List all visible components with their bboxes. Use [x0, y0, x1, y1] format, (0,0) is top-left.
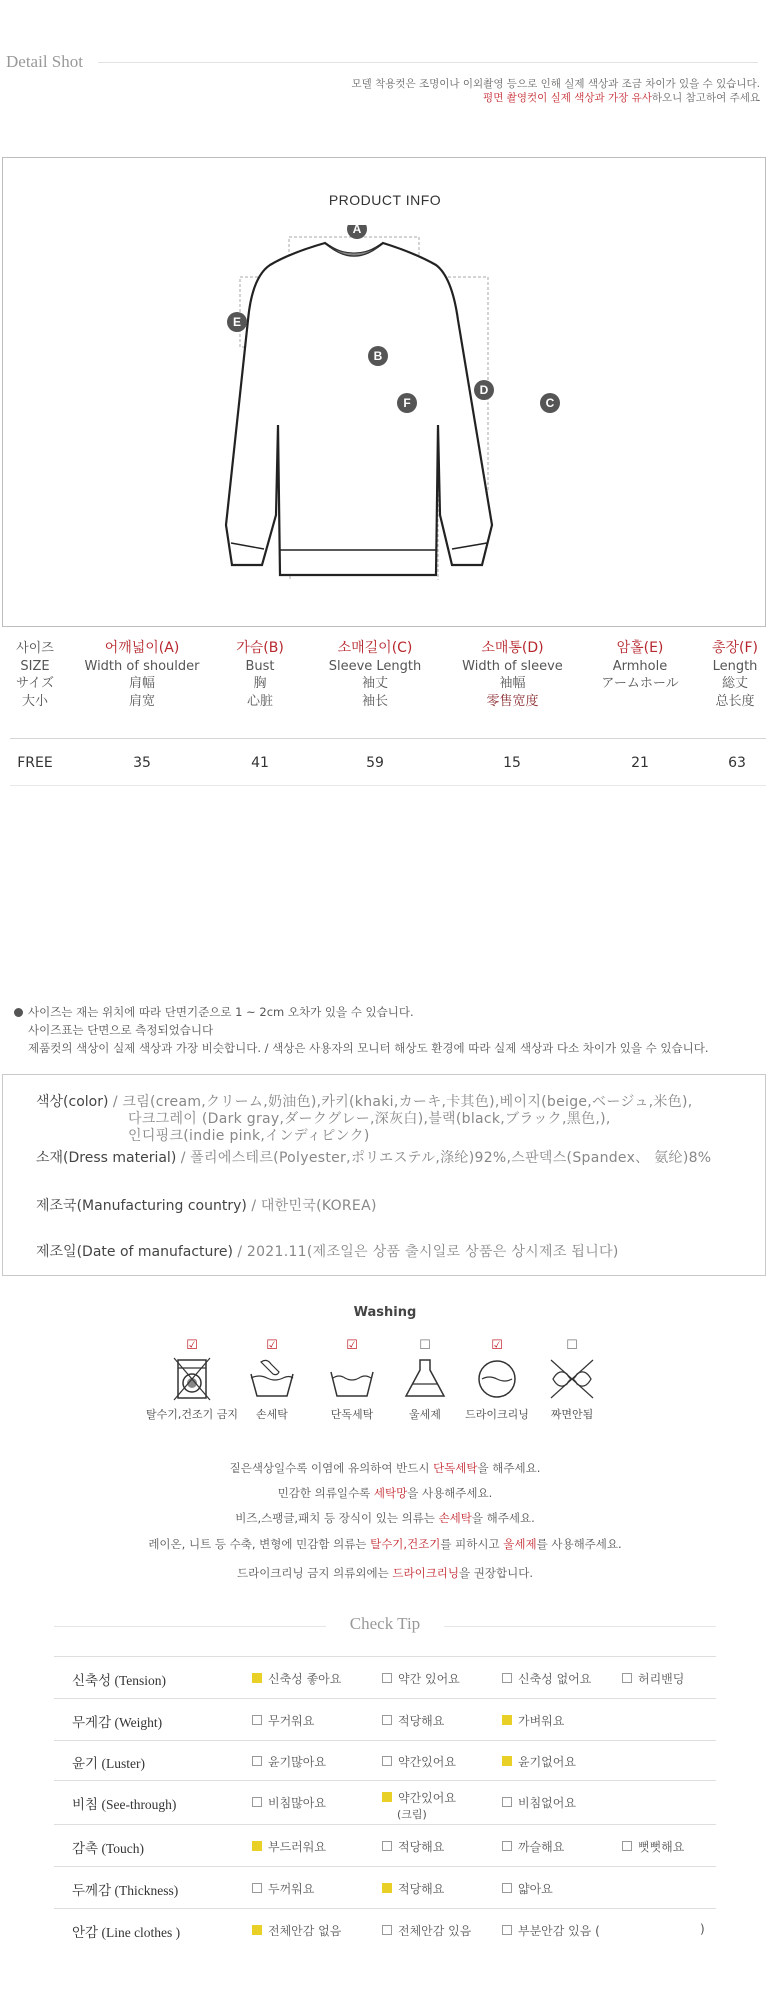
shoulder-column-header	[78, 640, 206, 710]
notice-rest: 하오니 참고하여 주세요	[651, 92, 760, 104]
material-key: 소재(Dress material)	[36, 1150, 177, 1166]
tip-option-close: )	[700, 1922, 705, 1936]
empty-square-icon	[382, 1756, 392, 1766]
checked-square-icon	[252, 1841, 262, 1851]
armhole-column-header	[590, 640, 690, 693]
tip-option: 적당해요	[382, 1880, 444, 1897]
tip-option: 적당해요	[382, 1712, 444, 1729]
empty-box-icon: ☐	[419, 1338, 431, 1353]
tip-row-luster	[54, 1740, 716, 1781]
size-table-divider	[10, 738, 766, 739]
tip-option: 뻣뻣해요	[622, 1838, 684, 1855]
length-en: Length	[712, 658, 758, 674]
length-column-header	[700, 640, 770, 710]
detail-shot-title: Detail Shot	[6, 52, 83, 71]
date-key: 제조일(Date of manufacture)	[36, 1244, 233, 1260]
sleeve-width-en: Width of sleeve	[462, 658, 563, 674]
empty-square-icon	[252, 1883, 262, 1893]
check-tip-line-right	[444, 1626, 716, 1627]
checked-square-icon	[502, 1756, 512, 1766]
size-cn: 大小	[21, 693, 48, 709]
sleeve-width-column-header	[450, 640, 575, 710]
color-key: 색상(color)	[36, 1094, 109, 1110]
tip-option: 전체안감 없음	[252, 1922, 341, 1939]
checked-square-icon	[502, 1715, 512, 1725]
tip-option: 허리밴딩	[622, 1670, 684, 1687]
size-column-header	[5, 640, 65, 710]
empty-square-icon	[502, 1797, 512, 1807]
color-value-1: 크림(cream,クリーム,奶油色),카키(khaki,カーキ,卡其色),베이지(beige,ベージュ,米色),	[122, 1094, 693, 1110]
tip-option: 얇아요	[502, 1880, 553, 1897]
tip-option: 가벼워요	[502, 1712, 564, 1729]
tip-key: 감촉 (Touch)	[72, 1841, 144, 1856]
tip-key: 두께감 (Thickness)	[72, 1883, 179, 1898]
sleeve-length-jp: 袖丈	[361, 676, 388, 691]
sleeve-length-en: Sleeve Length	[328, 658, 422, 674]
tip-option: 약간있어요	[382, 1753, 456, 1770]
marker-d-label: D	[479, 383, 489, 397]
shoulder-cn: 肩宽	[128, 693, 155, 709]
size-value-free: FREE	[17, 755, 53, 771]
tip-option: 전체안감 있음	[382, 1922, 471, 1939]
material-row: 소재(Dress material) / 폴리에스테르(Polyester,ポリエステル,涤纶)92%,스판덱스(Spandex、 氨纶)8%	[36, 1150, 712, 1166]
tip-option: 부분안감 있음 (	[502, 1922, 600, 1939]
tip-key: 무게감 (Weight)	[72, 1715, 163, 1730]
date-row: 제조일(Date of manufacture) / 2021.11(제조일은 상품 출시일로 상품은 상시제조 됩니다)	[36, 1244, 619, 1260]
tip-option: 부드러워요	[252, 1838, 326, 1855]
size-en: SIZE	[20, 658, 50, 674]
bust-en: Bust	[245, 658, 275, 674]
tip-row-thickness	[54, 1866, 716, 1909]
wash-label: 단독세탁	[330, 1408, 374, 1421]
tip-option: 무거워요	[252, 1712, 314, 1729]
checked-square-icon	[252, 1673, 262, 1683]
empty-square-icon	[502, 1883, 512, 1893]
empty-square-icon	[622, 1841, 632, 1851]
washing-title: Washing	[353, 1305, 417, 1320]
wash-label: 울세제	[409, 1408, 441, 1421]
tip-option: 비침없어요	[502, 1794, 576, 1811]
notice-flat-shot	[483, 90, 760, 105]
shoulder-ko: 어깨넓이(A)	[104, 640, 180, 656]
sleeve-width-value: 15	[503, 755, 521, 771]
length-jp: 総丈	[721, 676, 748, 691]
tip-row-lining	[54, 1908, 716, 1951]
tip-key: 비침 (See-through)	[72, 1797, 177, 1812]
armhole-ko: 암홀(E)	[616, 640, 664, 656]
shoulder-en: Width of shoulder	[84, 658, 200, 674]
tip-option: 약간있어요 (크림)	[382, 1789, 456, 1822]
title-divider	[98, 62, 758, 63]
empty-square-icon	[252, 1756, 262, 1766]
guide-line-5: 드라이크리닝 금지 의류외에는 드라이크리닝을 권장합니다.	[236, 1566, 533, 1580]
size-notes	[14, 1003, 709, 1057]
wash-label: 탈수기,건조기 금지	[145, 1408, 238, 1421]
note-text-1: 사이즈는 재는 위치에 따라 단면기준으로 1 ~ 2cm 오차가 있을 수 있습니다.	[28, 1005, 414, 1019]
notice-model-shot: 모델 착용컷은 조명이나 이외촬영 등으로 인해 실제 색상과 조금 차이가 있을 수 있습니다.	[351, 78, 760, 90]
tip-option: 신축성 좋아요	[252, 1670, 341, 1687]
country-row: 제조국(Manufacturing country) / 대한민국(KOREA)	[36, 1198, 377, 1214]
sleeve-length-value: 59	[366, 755, 384, 771]
empty-square-icon	[382, 1841, 392, 1851]
tip-row-touch	[54, 1824, 716, 1867]
dry-clean-icon	[472, 1356, 522, 1402]
empty-square-icon	[502, 1841, 512, 1851]
length-cn: 总长度	[715, 693, 755, 709]
notice-highlight: 평면 촬영컷이 실제 색상과 가장 유사	[483, 92, 652, 104]
info-bullet-icon	[14, 1008, 23, 1017]
guide-line-3: 비즈,스팽글,패치 등 장식이 있는 의류는 손세탁을 해주세요.	[235, 1511, 535, 1525]
product-info-title: PRODUCT INFO	[328, 192, 442, 208]
armhole-value: 21	[631, 755, 649, 771]
empty-square-icon	[382, 1673, 392, 1683]
marker-f-label: F	[403, 396, 411, 410]
hand-wash-icon	[247, 1356, 297, 1402]
empty-square-icon	[622, 1673, 632, 1683]
tip-option: 약간 있어요	[382, 1670, 460, 1687]
guide-line-4: 레이온, 니트 등 수축, 변형에 민감함 의류는 탈수기,건조기를 피하시고 울세제를 사용해주세요.	[148, 1537, 622, 1551]
empty-square-icon	[502, 1925, 512, 1935]
armhole-jp: アームホール	[601, 676, 679, 691]
tip-row-see-through	[54, 1780, 716, 1825]
color-value-2: 다크그레이 (Dark gray,ダークグレー,深灰白),블랙(black,ブラック,黑色,),	[128, 1111, 611, 1127]
marker-a-label: A	[352, 225, 362, 236]
bust-ko: 가슴(B)	[236, 640, 284, 656]
tip-option: 적당해요	[382, 1838, 444, 1855]
tip-option: 신축성 없어요	[502, 1670, 591, 1687]
bust-cn: 心脏	[246, 693, 273, 709]
bust-jp: 胸	[253, 676, 267, 691]
bust-column-header	[220, 640, 300, 710]
wash-label: 드라이크리닝	[465, 1408, 529, 1421]
tip-key: 윤기 (Luster)	[72, 1756, 145, 1771]
marker-b-label: B	[373, 349, 383, 363]
checked-box-icon: ☑	[186, 1338, 198, 1353]
color-row: 색상(color) / 크림(cream,クリーム,奶油色),카키(khaki,カーキ,卡其色),베이지(beige,ベージュ,米色), 다크그레이 (Dark gray,ダークグレー,深灰白),블랙(black,ブラック,黑色,), 인디핑크(indie pink,インディピンク)	[36, 1094, 693, 1144]
shoulder-value: 35	[133, 755, 151, 771]
guide-line-2: 민감한 의류일수록 세탁망을 사용해주세요.	[277, 1486, 493, 1500]
empty-box-icon: ☐	[566, 1338, 578, 1353]
country-key: 제조국(Manufacturing country)	[36, 1198, 247, 1214]
empty-square-icon	[252, 1715, 262, 1725]
checked-box-icon: ☑	[346, 1338, 358, 1353]
marker-c-label: C	[545, 396, 555, 410]
tip-option: 까슬해요	[502, 1838, 564, 1855]
tip-option-sub: (크림)	[397, 1808, 427, 1821]
sleeve-length-column-header	[315, 640, 435, 710]
note-line-1	[14, 1003, 709, 1021]
tip-option: 윤기많아요	[252, 1753, 326, 1770]
sleeve-width-jp: 袖幅	[499, 676, 526, 691]
empty-square-icon	[252, 1797, 262, 1807]
date-value: 2021.11(제조일은 상품 출시일로 상품은 상시제조 됩니다)	[246, 1244, 619, 1260]
wash-label: 짜면안됨	[550, 1408, 594, 1421]
empty-square-icon	[502, 1673, 512, 1683]
checked-square-icon	[252, 1925, 262, 1935]
no-wring-icon	[547, 1356, 597, 1402]
tip-key: 안감 (Line clothes )	[72, 1925, 181, 1940]
wash-label: 손세탁	[256, 1408, 288, 1421]
sleeve-width-cn: 零售宽度	[486, 693, 539, 709]
check-tip-title: Check Tip	[349, 1614, 421, 1633]
size-jp: サイズ	[16, 676, 54, 691]
checked-box-icon: ☑	[266, 1338, 278, 1353]
size-ko: 사이즈	[16, 641, 54, 656]
sweater-diagram-icon	[190, 225, 580, 580]
bust-value: 41	[251, 755, 269, 771]
tip-row-weight	[54, 1698, 716, 1741]
length-value: 63	[728, 755, 746, 771]
sleeve-length-cn: 袖长	[361, 693, 388, 709]
shoulder-jp: 肩幅	[128, 676, 155, 691]
note-line-2: 사이즈표는 단면으로 측정되었습니다	[28, 1023, 214, 1037]
tip-row-tension	[54, 1656, 716, 1699]
sleeve-width-ko: 소매통(D)	[481, 640, 544, 656]
empty-square-icon	[382, 1925, 392, 1935]
sleeve-length-ko: 소매길이(C)	[337, 640, 413, 656]
checked-square-icon	[382, 1792, 392, 1802]
sweater-outline	[226, 243, 492, 575]
checked-square-icon	[382, 1883, 392, 1893]
empty-square-icon	[382, 1715, 392, 1725]
length-ko: 총장(F)	[711, 640, 759, 656]
checked-box-icon: ☑	[491, 1338, 503, 1353]
guide-line-1: 짙은색상일수록 이염에 유의하여 반드시 단독세탁을 해주세요.	[229, 1461, 541, 1475]
color-value-3: 인디핑크(indie pink,インディピンク)	[128, 1128, 370, 1144]
tip-option: 윤기없어요	[502, 1753, 576, 1770]
tip-option: 두꺼워요	[252, 1880, 314, 1897]
size-table-bottom-line	[10, 785, 766, 786]
washing-machine-icon	[172, 1356, 212, 1402]
check-tip-line-left	[54, 1626, 326, 1627]
marker-e-label: E	[232, 315, 242, 329]
note-line-3: 제품컷의 색상이 실제 색상과 가장 비슷합니다. / 색상은 사용자의 모니터 해상도 환경에 따라 실제 색상과 다소 차이가 있을 수 있습니다.	[28, 1041, 709, 1055]
tip-key: 신축성 (Tension)	[72, 1673, 167, 1688]
armhole-en: Armhole	[612, 658, 668, 674]
country-value: 대한민국(KOREA)	[260, 1198, 377, 1214]
material-value: 폴리에스테르(Polyester,ポリエステル,涤纶)92%,스판덱스(Spandex、 氨纶)8%	[190, 1150, 712, 1166]
wash-no-wring	[517, 1338, 627, 1422]
tip-option: 비침많아요	[252, 1794, 326, 1811]
